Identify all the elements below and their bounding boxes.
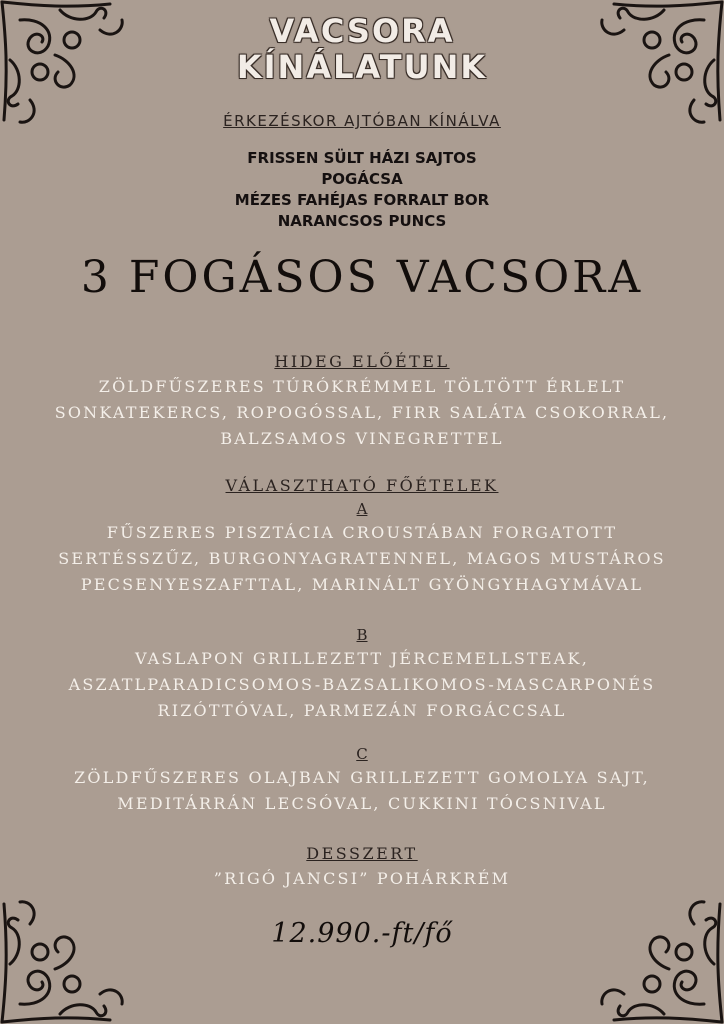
option-b xyxy=(0,624,724,724)
option-letter-a: A xyxy=(356,500,368,518)
starter-section xyxy=(0,350,724,452)
option-b-line: RIZÓTTÓVAL, PARMEZÁN FORGÁCCSAL xyxy=(157,701,567,720)
main-course-title: 3 FOGÁSOS VACSORA xyxy=(80,252,644,303)
mains-section xyxy=(0,474,724,598)
starter-line: SONKATEKERCS, ROPOGÓSSAL, FIRR SALÁTA CSOKORRAL, xyxy=(54,403,670,422)
arrival-item: POGÁCSA xyxy=(321,170,403,188)
arrival-item: NARANCSOS PUNCS xyxy=(277,212,447,230)
arrival-heading: ÉRKEZÉSKOR AJTÓBAN KÍNÁLVA xyxy=(223,112,501,130)
corner-ornament-bottom-left xyxy=(0,894,130,1024)
flourish-icon xyxy=(0,894,130,1024)
starter-line: ZÖLDFŰSZERES TÚRÓKRÉMMEL TÖLTÖTT ÉRLELT xyxy=(98,377,626,396)
dessert-section xyxy=(0,842,724,892)
arrival-item: FRISSEN SÜLT HÁZI SAJTOS xyxy=(247,149,477,167)
option-a-line: PECSENYESZAFTTAL, MARINÁLT GYÖNGYHAGYMÁVAL xyxy=(80,575,644,594)
option-a-line: SERTÉSSZŰZ, BURGONYAGRATENNEL, MAGOS MUSTÁROS xyxy=(58,549,666,568)
mains-heading: VÁLASZTHATÓ FŐÉTELEK xyxy=(225,476,499,495)
arrival-list xyxy=(0,148,724,232)
arrival-item: MÉZES FAHÉJAS FORRALT BOR xyxy=(234,191,490,209)
dessert-heading: DESSZERT xyxy=(306,844,418,863)
option-c-line: MEDITÁRRÁN LECSÓVAL, CUKKINI TÓCSNIVAL xyxy=(117,794,607,813)
price: 12.990.-ft/fő xyxy=(271,918,453,949)
starter-line: BALZSAMOS VINEGRETTEL xyxy=(220,429,504,448)
option-c-line: ZÖLDFŰSZERES OLAJBAN GRILLEZETT GOMOLYA SAJT, xyxy=(74,768,650,787)
option-b-line: VASLAPON GRILLEZETT JÉRCEMELLSTEAK, xyxy=(134,649,589,668)
menu-title-line2: KÍNÁLATUNK xyxy=(236,48,488,86)
option-c xyxy=(0,743,724,817)
flourish-icon xyxy=(594,894,724,1024)
option-letter-b: B xyxy=(356,626,368,644)
option-letter-c: C xyxy=(356,745,368,763)
corner-ornament-bottom-right xyxy=(594,894,724,1024)
menu-title-line1: VACSORA xyxy=(269,12,455,50)
option-b-line: ASZATLPARADICSOMOS-BAZSALIKOMOS-MASCARPONÉS xyxy=(68,675,656,694)
starter-heading: HIDEG ELŐÉTEL xyxy=(274,352,450,371)
dessert-item: ”RIGÓ JANCSI” POHÁRKRÉM xyxy=(213,869,511,888)
option-a-line: FŰSZERES PISZTÁCIA CROUSTÁBAN FORGATOTT xyxy=(106,523,618,542)
